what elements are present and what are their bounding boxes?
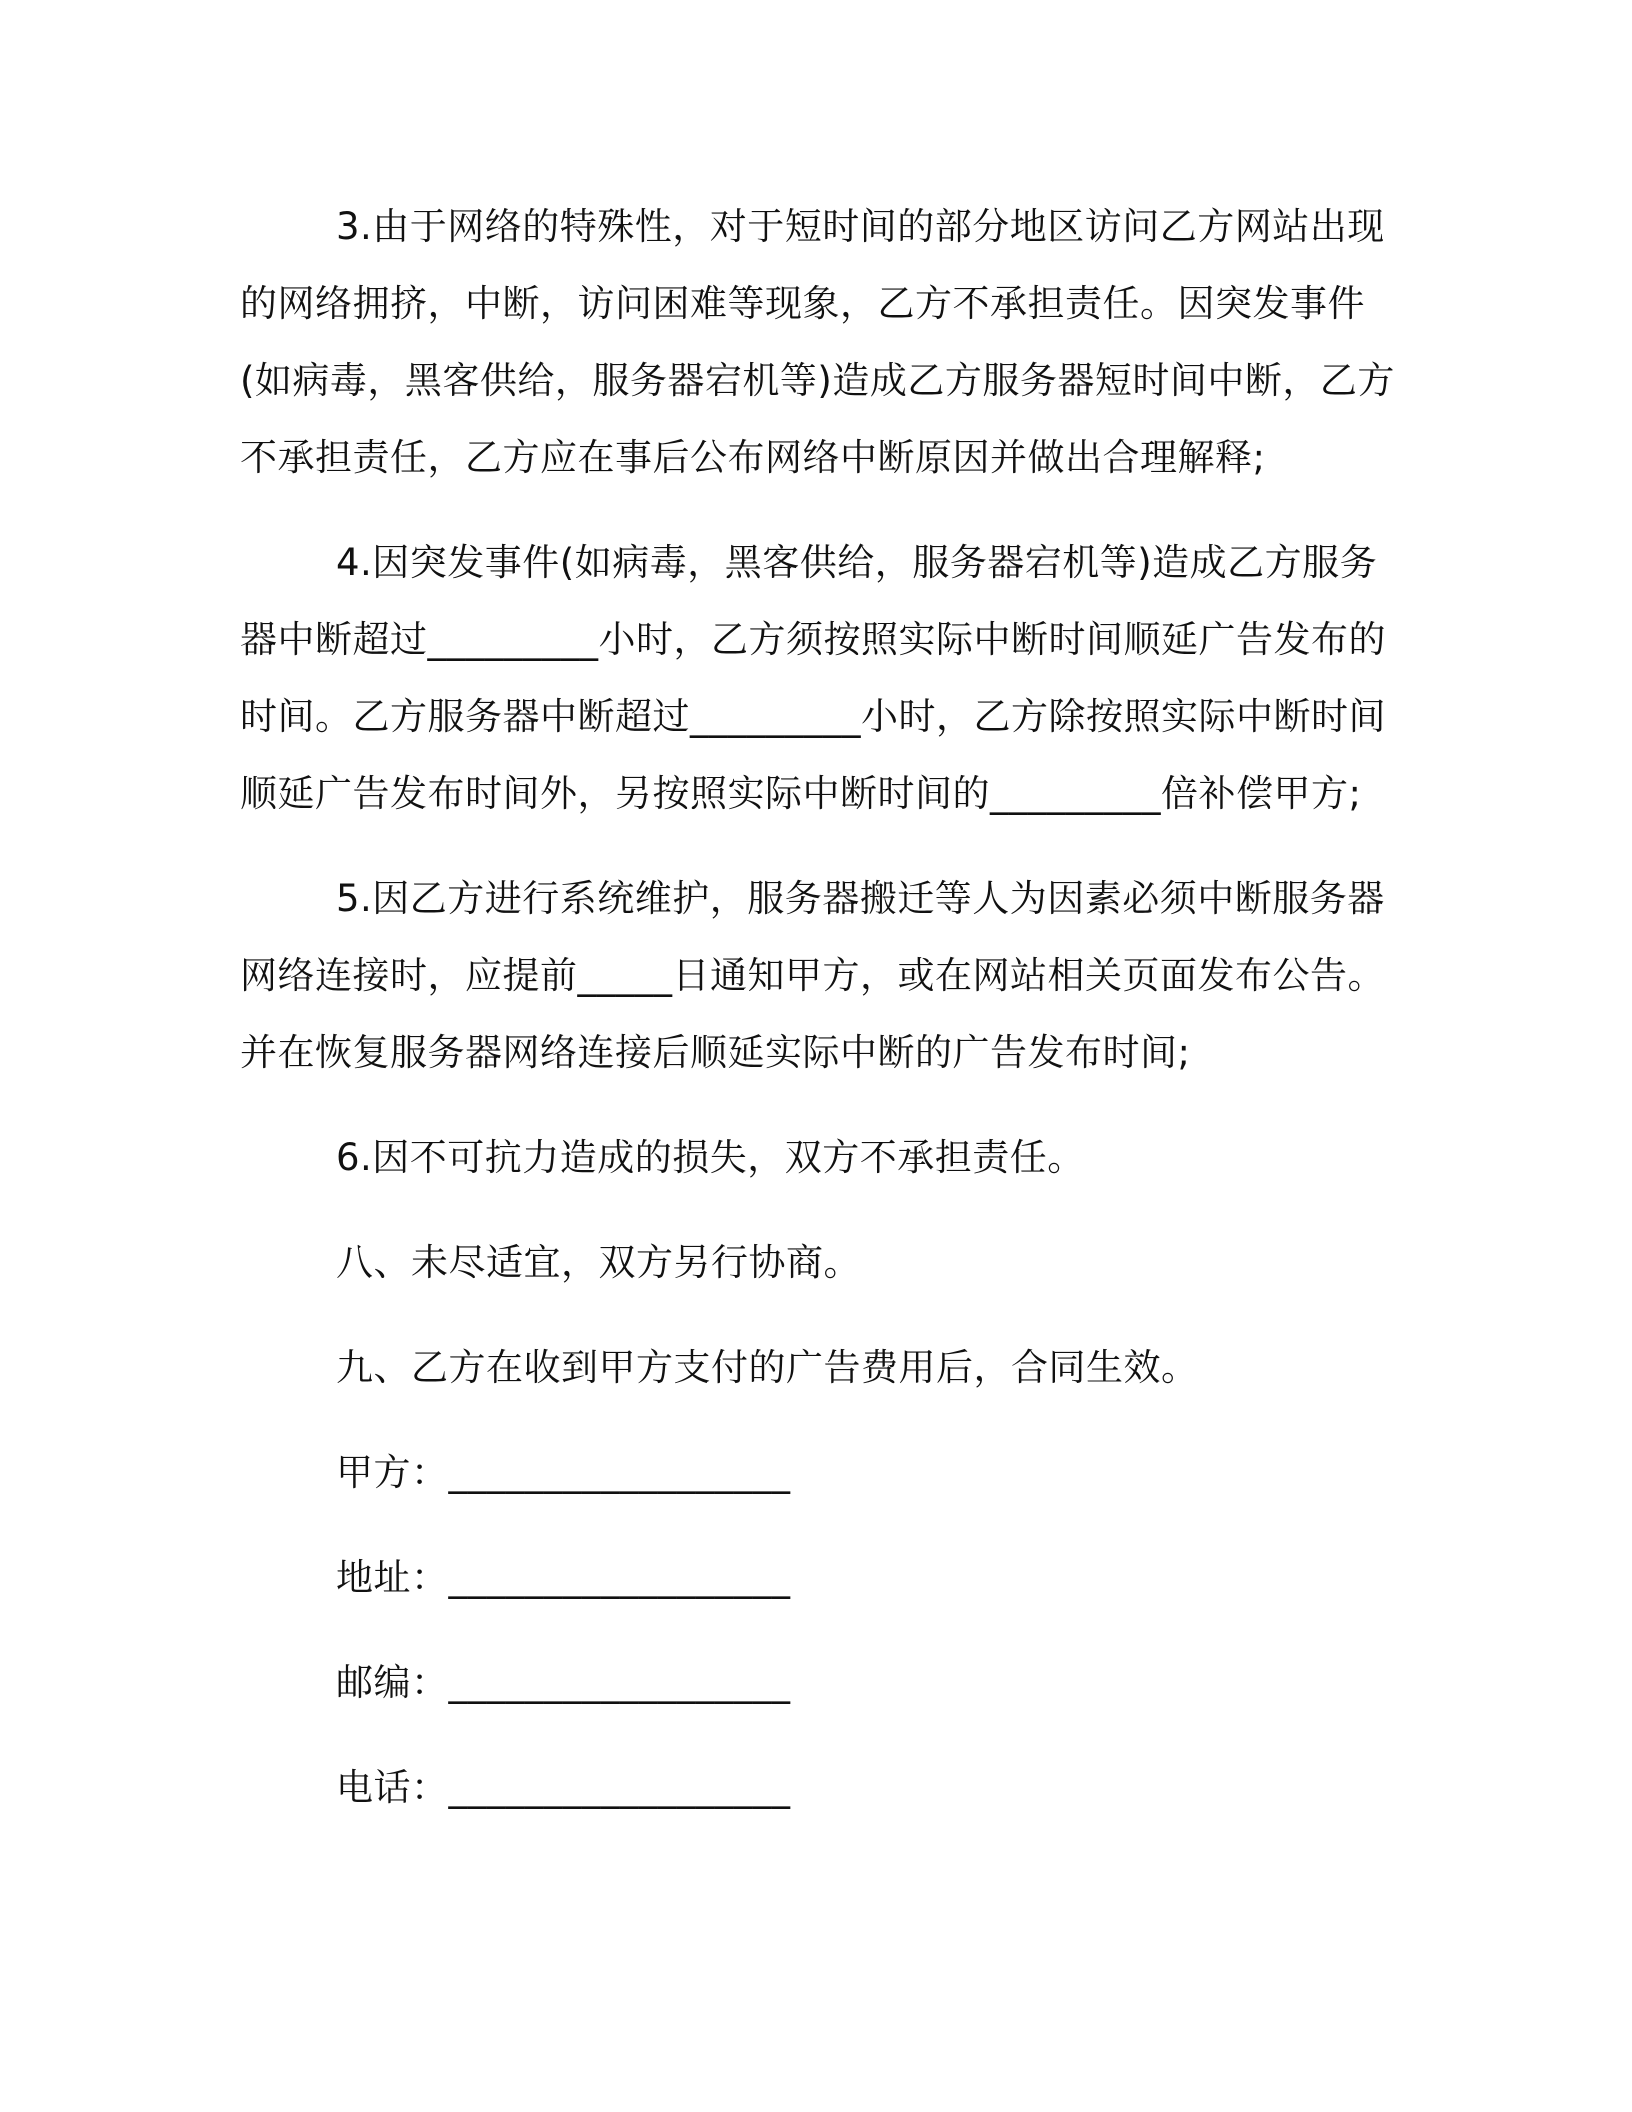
clause-4: 4.因突发事件(如病毒，黑客供给，服务器宕机等)造成乙方服务器中断超过_________小时，乙方须按照实际中断时间顺延广告发布的时间。乙方服务器中断超过_________小时，乙方除按照实际中断时间顺延广告发布时间外，另按照实际中断时间的_________倍补偿甲方; bbox=[240, 541, 1386, 815]
section-9: 九、乙方在收到甲方支付的广告费用后，合同生效。 bbox=[336, 1346, 1199, 1389]
phone-field: 电话：__________________ bbox=[336, 1766, 791, 1809]
signature-fields bbox=[240, 1434, 1400, 1826]
party-a-field: 甲方：__________________ bbox=[336, 1451, 791, 1494]
clause-3: 3.由于网络的特殊性，对于短时间的部分地区访问乙方网站出现的网络拥挤，中断，访问困难等现象，乙方不承担责任。因突发事件(如病毒，黑客供给，服务器宕机等)造成乙方服务器短时间中断，乙方不承担责任，乙方应在事后公布网络中断原因并做出合理解释; bbox=[240, 205, 1395, 479]
document-body bbox=[240, 188, 1400, 1826]
address-field: 地址：__________________ bbox=[336, 1556, 791, 1599]
clause-6: 6.因不可抗力造成的损失，双方不承担责任。 bbox=[336, 1136, 1085, 1179]
section-8: 八、未尽适宜，双方另行协商。 bbox=[336, 1241, 861, 1284]
clause-5: 5.因乙方进行系统维护，服务器搬迁等人为因素必须中断服务器网络连接时，应提前_____日通知甲方，或在网站相关页面发布公告。并在恢复服务器网络连接后顺延实际中断的广告发布时间; bbox=[240, 877, 1385, 1074]
postcode-field: 邮编：__________________ bbox=[336, 1661, 791, 1704]
